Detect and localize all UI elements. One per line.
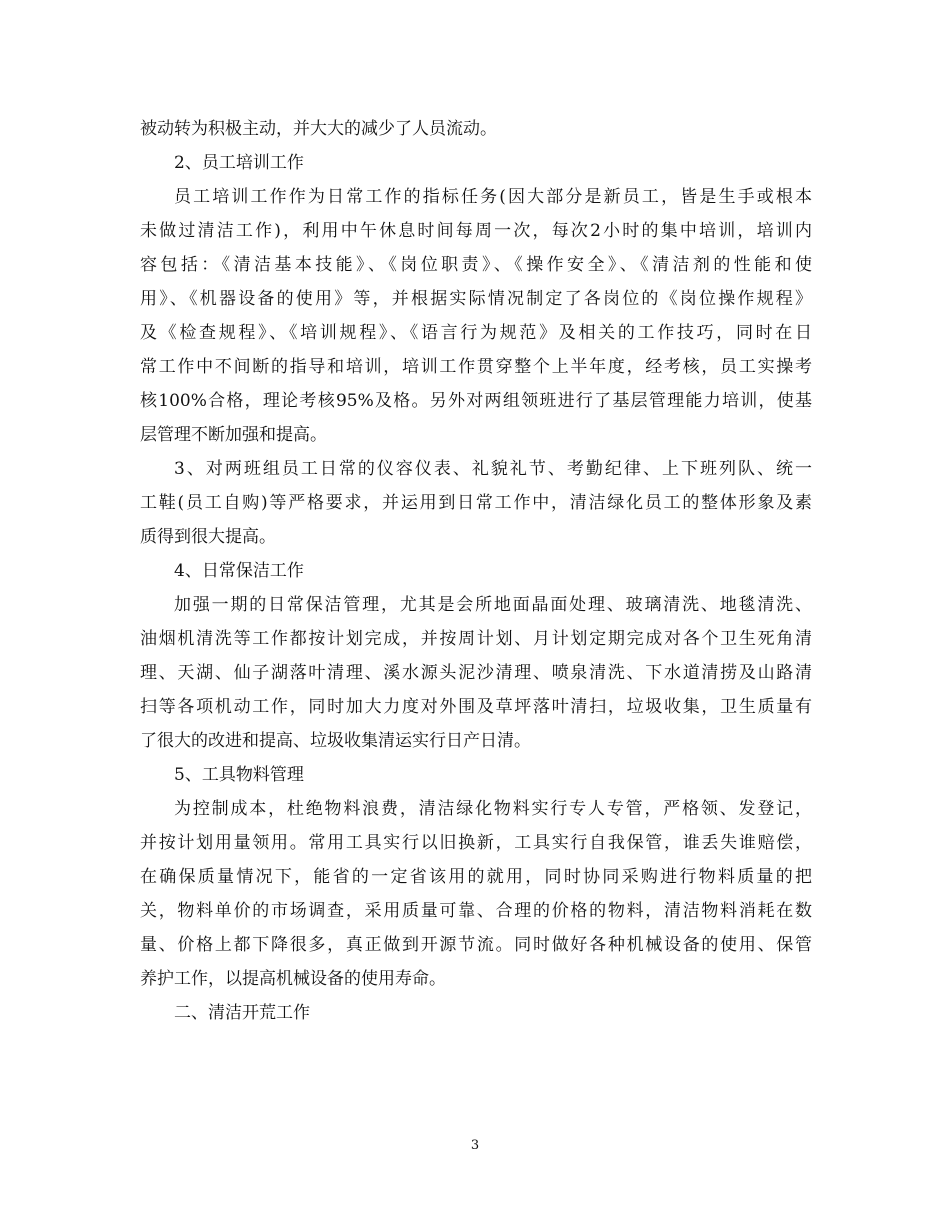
paragraph-line: 容包括：《清洁基本技能》、《岗位职责》、《操作安全》、《清洁剂的性能和使	[140, 255, 812, 275]
paragraph-line: 加强一期的日常保洁管理，尤其是会所地面晶面处理、玻璃清洗、地毯清洗、	[174, 595, 812, 615]
paragraph-line: 质得到很大提高。	[140, 527, 276, 547]
section-heading: 4、日常保洁工作	[174, 561, 304, 581]
paragraph-line: 层管理不断加强和提高。	[140, 425, 327, 445]
paragraph-line: 员工培训工作作为日常工作的指标任务(因大部分是新员工，皆是生手或根本	[174, 187, 812, 207]
paragraph-line: 养护工作，以提高机械设备的使用寿命。	[140, 969, 446, 989]
paragraph-line: 关，物料单价的市场调查，采用质量可靠、合理的价格的物料，清洁物料消耗在数	[140, 901, 812, 921]
paragraph-line: 量、价格上都下降很多，真正做到开源节流。同时做好各种机械设备的使用、保管	[140, 935, 812, 955]
paragraph-line: 常工作中不间断的指导和培训，培训工作贯穿整个上半年度，经考核，员工实操考	[140, 357, 812, 377]
paragraph-line: 核100%合格，理论考核95%及格。另外对两组领班进行了基层管理能力培训，使基	[140, 391, 812, 411]
paragraph-line: 了很大的改进和提高、垃圾收集清运实行日产日清。	[140, 731, 531, 751]
paragraph-line: 为控制成本，杜绝物料浪费，清洁绿化物料实行专人专管，严格领、发登记，	[174, 799, 812, 819]
paragraph-line: 被动转为积极主动，并大大的减少了人员流动。	[140, 119, 497, 139]
paragraph-line: 在确保质量情况下，能省的一定省该用的就用，同时协同采购进行物料质量的把	[140, 867, 812, 887]
page-number: 3	[470, 1138, 480, 1153]
paragraph-line: 油烟机清洗等工作都按计划完成，并按周计划、月计划定期完成对各个卫生死角清	[140, 629, 812, 649]
paragraph-line: 及《检查规程》、《培训规程》、《语言行为规范》及相关的工作技巧，同时在日	[140, 323, 812, 343]
paragraph-line: 3、对两班组员工日常的仪容仪表、礼貌礼节、考勤纪律、上下班列队、统一	[174, 459, 812, 479]
document-body	[140, 112, 812, 1030]
section-heading: 二、清洁开荒工作	[174, 1003, 310, 1023]
paragraph-line: 用》、《机器设备的使用》等，并根据实际情况制定了各岗位的《岗位操作规程》	[140, 289, 812, 309]
paragraph-line: 未做过清洁工作)，利用中午休息时间每周一次，每次2小时的集中培训，培训内	[140, 221, 812, 241]
paragraph-line: 工鞋(员工自购)等严格要求，并运用到日常工作中，清洁绿化员工的整体形象及素	[140, 493, 812, 513]
paragraph-line: 理、天湖、仙子湖落叶清理、溪水源头泥沙清理、喷泉清洗、下水道清捞及山路清	[140, 663, 812, 683]
section-heading: 2、员工培训工作	[174, 153, 304, 173]
paragraph-line: 并按计划用量领用。常用工具实行以旧换新，工具实行自我保管，谁丢失谁赔偿，	[140, 833, 812, 853]
paragraph-line: 扫等各项机动工作，同时加大力度对外围及草坪落叶清扫，垃圾收集，卫生质量有	[140, 697, 812, 717]
section-heading: 5、工具物料管理	[174, 765, 304, 785]
